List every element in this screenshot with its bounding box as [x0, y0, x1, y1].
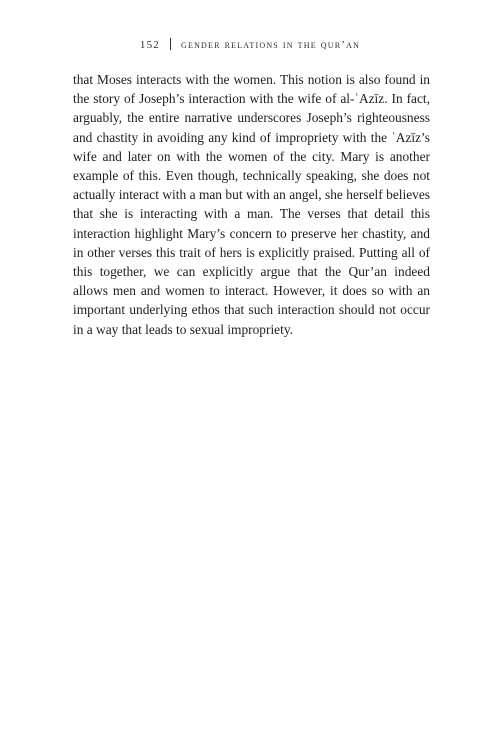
running-head — [0, 38, 500, 51]
page-number: 152 — [139, 39, 160, 51]
body-paragraph: that Moses interacts with the women. This notion is also found in the story of Joseph’s interaction with the wife of al-ʿAzīz. In fact, arguably, the entire narrative underscores Joseph’s righteousness and chastity in avoiding any kind of impropriety with the ʿAzīz’s wife and later on with the women of the city. Mary is another example of this. Even though, technically speaking, she does not actually interact with a man but with an angel, she herself believes that she is interacting with a man. The verses that detail this interaction highlight Mary’s concern to preserve her chastity, and in other verses this trait of hers is explicitly praised. Putting all of this together, we can explicitly argue that the Qur’an indeed allows men and women to interact. However, it does so with an important underlying ethos that such interaction should not occur in a way that leads to sexual impropriety. — [73, 72, 430, 337]
header-separator — [170, 38, 171, 50]
running-title: gender relations in the qur’an — [181, 39, 361, 51]
